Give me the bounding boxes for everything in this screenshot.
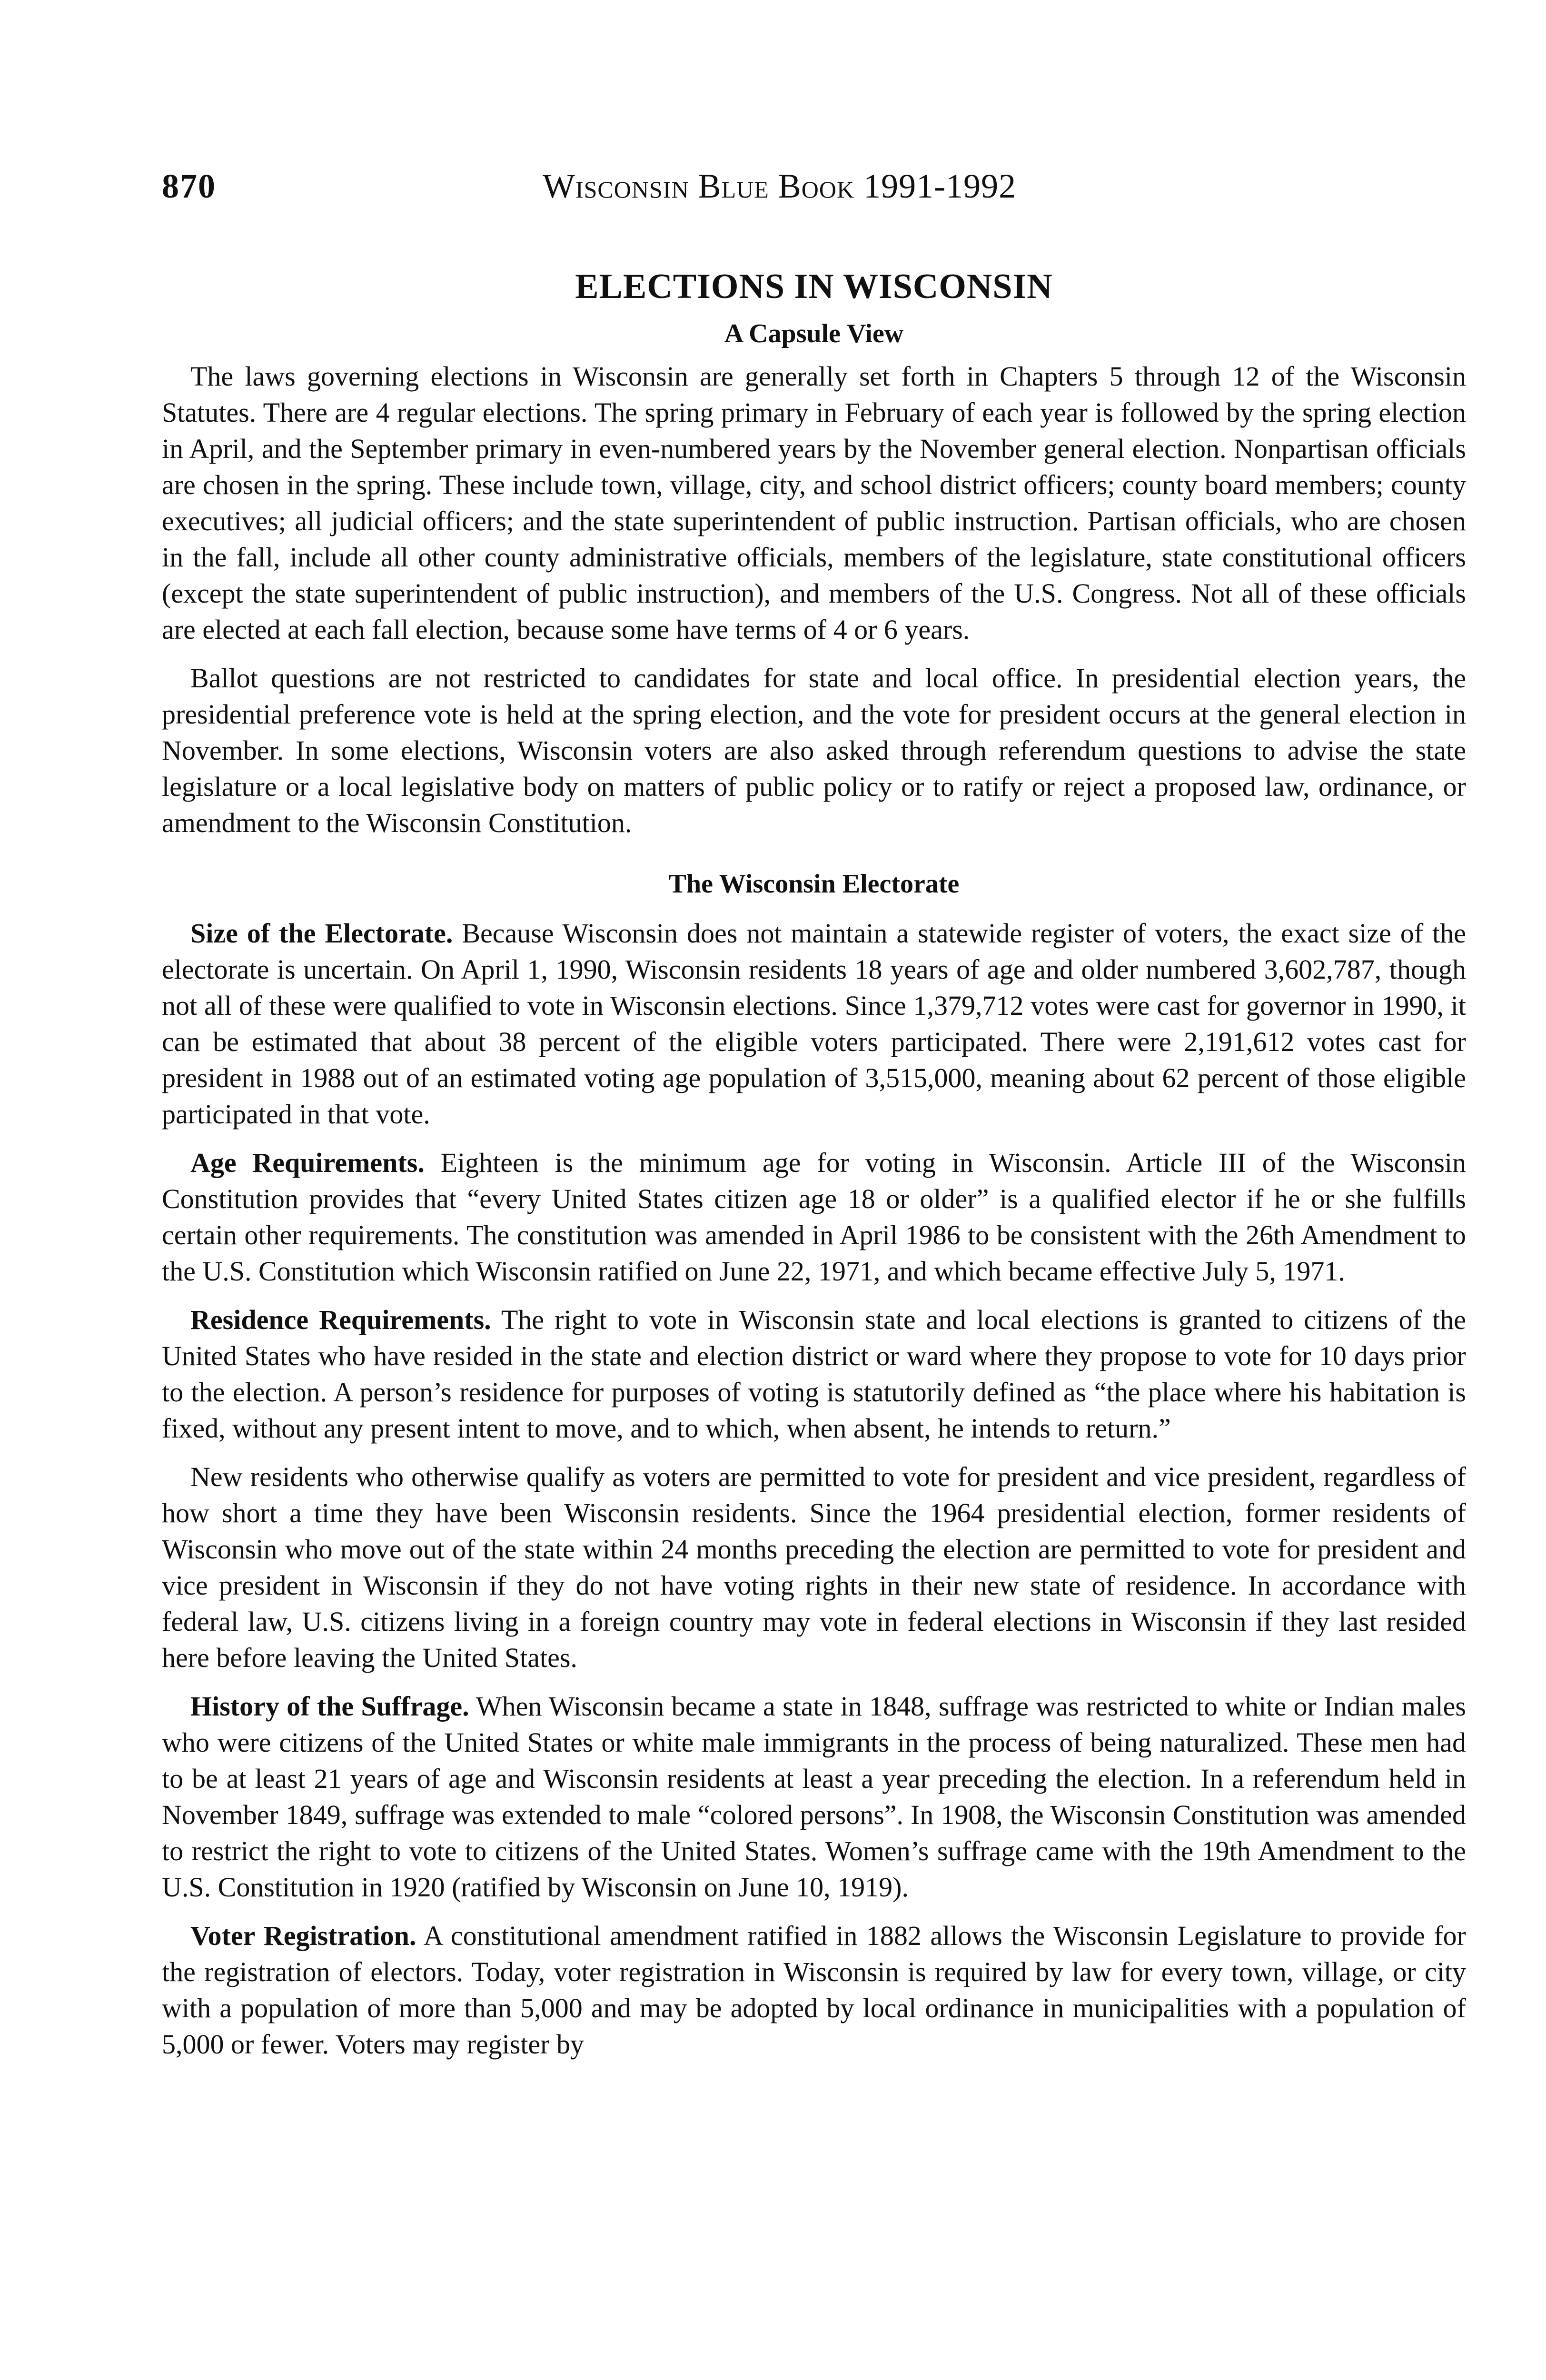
section-heading: The Wisconsin Electorate xyxy=(668,869,960,899)
page-number: 870 xyxy=(162,167,216,205)
age-requirements-heading: Age Requirements. xyxy=(190,1147,425,1178)
new-residents-paragraph: New residents who otherwise qualify as voters are permitted to vote for president and vice president, regardless of how short a time they have been Wisconsin residents. Since the 1964 presidential election, former residents of Wisconsin who move out of the state within 24 months preceding the election are permitted to vote for president and vice president in Wisconsin if they do not have voting rights in their new state of residence. In accordance with federal law, U.S. citizens living in a foreign country may vote in federal elections in Wisconsin if they last resided here before leaving the United States. xyxy=(162,1461,1466,1673)
voter-registration-heading: Voter Registration. xyxy=(190,1920,416,1951)
size-of-electorate-heading: Size of the Electorate. xyxy=(190,918,453,949)
history-of-suffrage-heading: History of the Suffrage. xyxy=(190,1691,469,1722)
residence-requirements-paragraph xyxy=(162,1302,1466,1447)
history-of-suffrage-text: When Wisconsin became a state in 1848, suffrage was restricted to white or Indian males who were citizens of the United States or white male immigrants in the process of being naturalized. These men had to be at least 21 years of age and Wisconsin residents at least a year preceding the election. In a referendum held in November 1849, suffrage was extended to male “colored persons”. In 1908, the Wisconsin Constitution was amended to restrict the right to vote to citizens of the United States. Women’s suffrage came with the 19th Amendment to the U.S. Constitution in 1920 (ratified by Wisconsin on June 10, 1919). xyxy=(162,1691,1466,1903)
running-title: Wisconsin Blue Book 1991-1992 xyxy=(543,167,1017,205)
intro-paragraph: Ballot questions are not restricted to candidates for state and local office. In presidential election years, the presidential preference vote is held at the spring election, and the vote for president occurs at the general election in November. In some elections, Wisconsin voters are also asked through referendum questions to advise the state legislature or a local legislative body on matters of public policy or to ratify or reject a proposed law, ordinance, or amendment to the Wisconsin Constitution. xyxy=(162,663,1466,838)
age-requirements-paragraph xyxy=(162,1145,1466,1289)
running-head xyxy=(162,167,1466,224)
size-of-electorate-paragraph xyxy=(162,915,1466,1132)
history-of-suffrage-paragraph xyxy=(162,1688,1466,1905)
size-of-electorate-text: Because Wisconsin does not maintain a statewide register of voters, the exact size of the electorate is uncertain. On April 1, 1990, Wisconsin residents 18 years of age and older numbered 3,602,787, though not all of these were qualified to vote in Wisconsin elections. Since 1,379,712 votes were cast for governor in 1990, it can be estimated that about 38 percent of the eligible voters participated. There were 2,191,612 votes cast for president in 1988 out of an estimated voting age population of 3,515,000, meaning about 62 percent of those eligible participated in that vote. xyxy=(162,918,1466,1130)
book-page xyxy=(162,167,1466,2075)
intro-paragraph: The laws governing elections in Wisconsin are generally set forth in Chapters 5 through 12 of the Wisconsin Statutes. There are 4 regular elections. The spring primary in February of each year is followed by the spring election in April, and the September primary in even-numbered years by the November general election. Nonpartisan officials are chosen in the spring. These include town, village, city, and school district officers; county board members; county executives; all judicial officers; and the state superintendent of public instruction. Partisan officials, who are chosen in the fall, include all other county administrative officials, members of the legislature, state constitutional officers (except the state superintendent of public instruction), and members of the U.S. Congress. Not all of these officials are elected at each fall election, because some have terms of 4 or 6 years. xyxy=(162,361,1466,645)
article-title: ELECTIONS IN WISCONSIN xyxy=(575,267,1053,306)
voter-registration-paragraph xyxy=(162,1918,1466,2063)
voter-registration-text: A constitutional amendment ratified in 1882 allows the Wisconsin Legislature to provide for the registration of electors. Today, voter registration in Wisconsin is required by law for every town, village, or city with a population of more than 5,000 and may be adopted by local ordinance in municipalities with a population of 5,000 or fewer. Voters may register by xyxy=(162,1920,1466,2060)
age-requirements-text: Eighteen is the minimum age for voting in Wisconsin. Article III of the Wisconsin Constitution provides that “every United States citizen age 18 or older” is a qualified elector if he or she fulfills certain other requirements. The constitution was amended in April 1986 to be consistent with the 26th Amendment to the U.S. Constitution which Wisconsin ratified on June 22, 1971, and which became effective July 5, 1971. xyxy=(162,1147,1467,1287)
article-subtitle: A Capsule View xyxy=(724,319,904,348)
residence-requirements-text: The right to vote in Wisconsin state and local elections is granted to citizens of the United States who have resided in the state and election district or ward where they propose to vote for 10 days prior to the election. A person’s residence for purposes of voting is statutorily defined as “the place where his habitation is fixed, without any present intent to move, and to which, when absent, he intends to return.” xyxy=(162,1304,1466,1444)
residence-requirements-heading: Residence Requirements. xyxy=(190,1304,491,1335)
